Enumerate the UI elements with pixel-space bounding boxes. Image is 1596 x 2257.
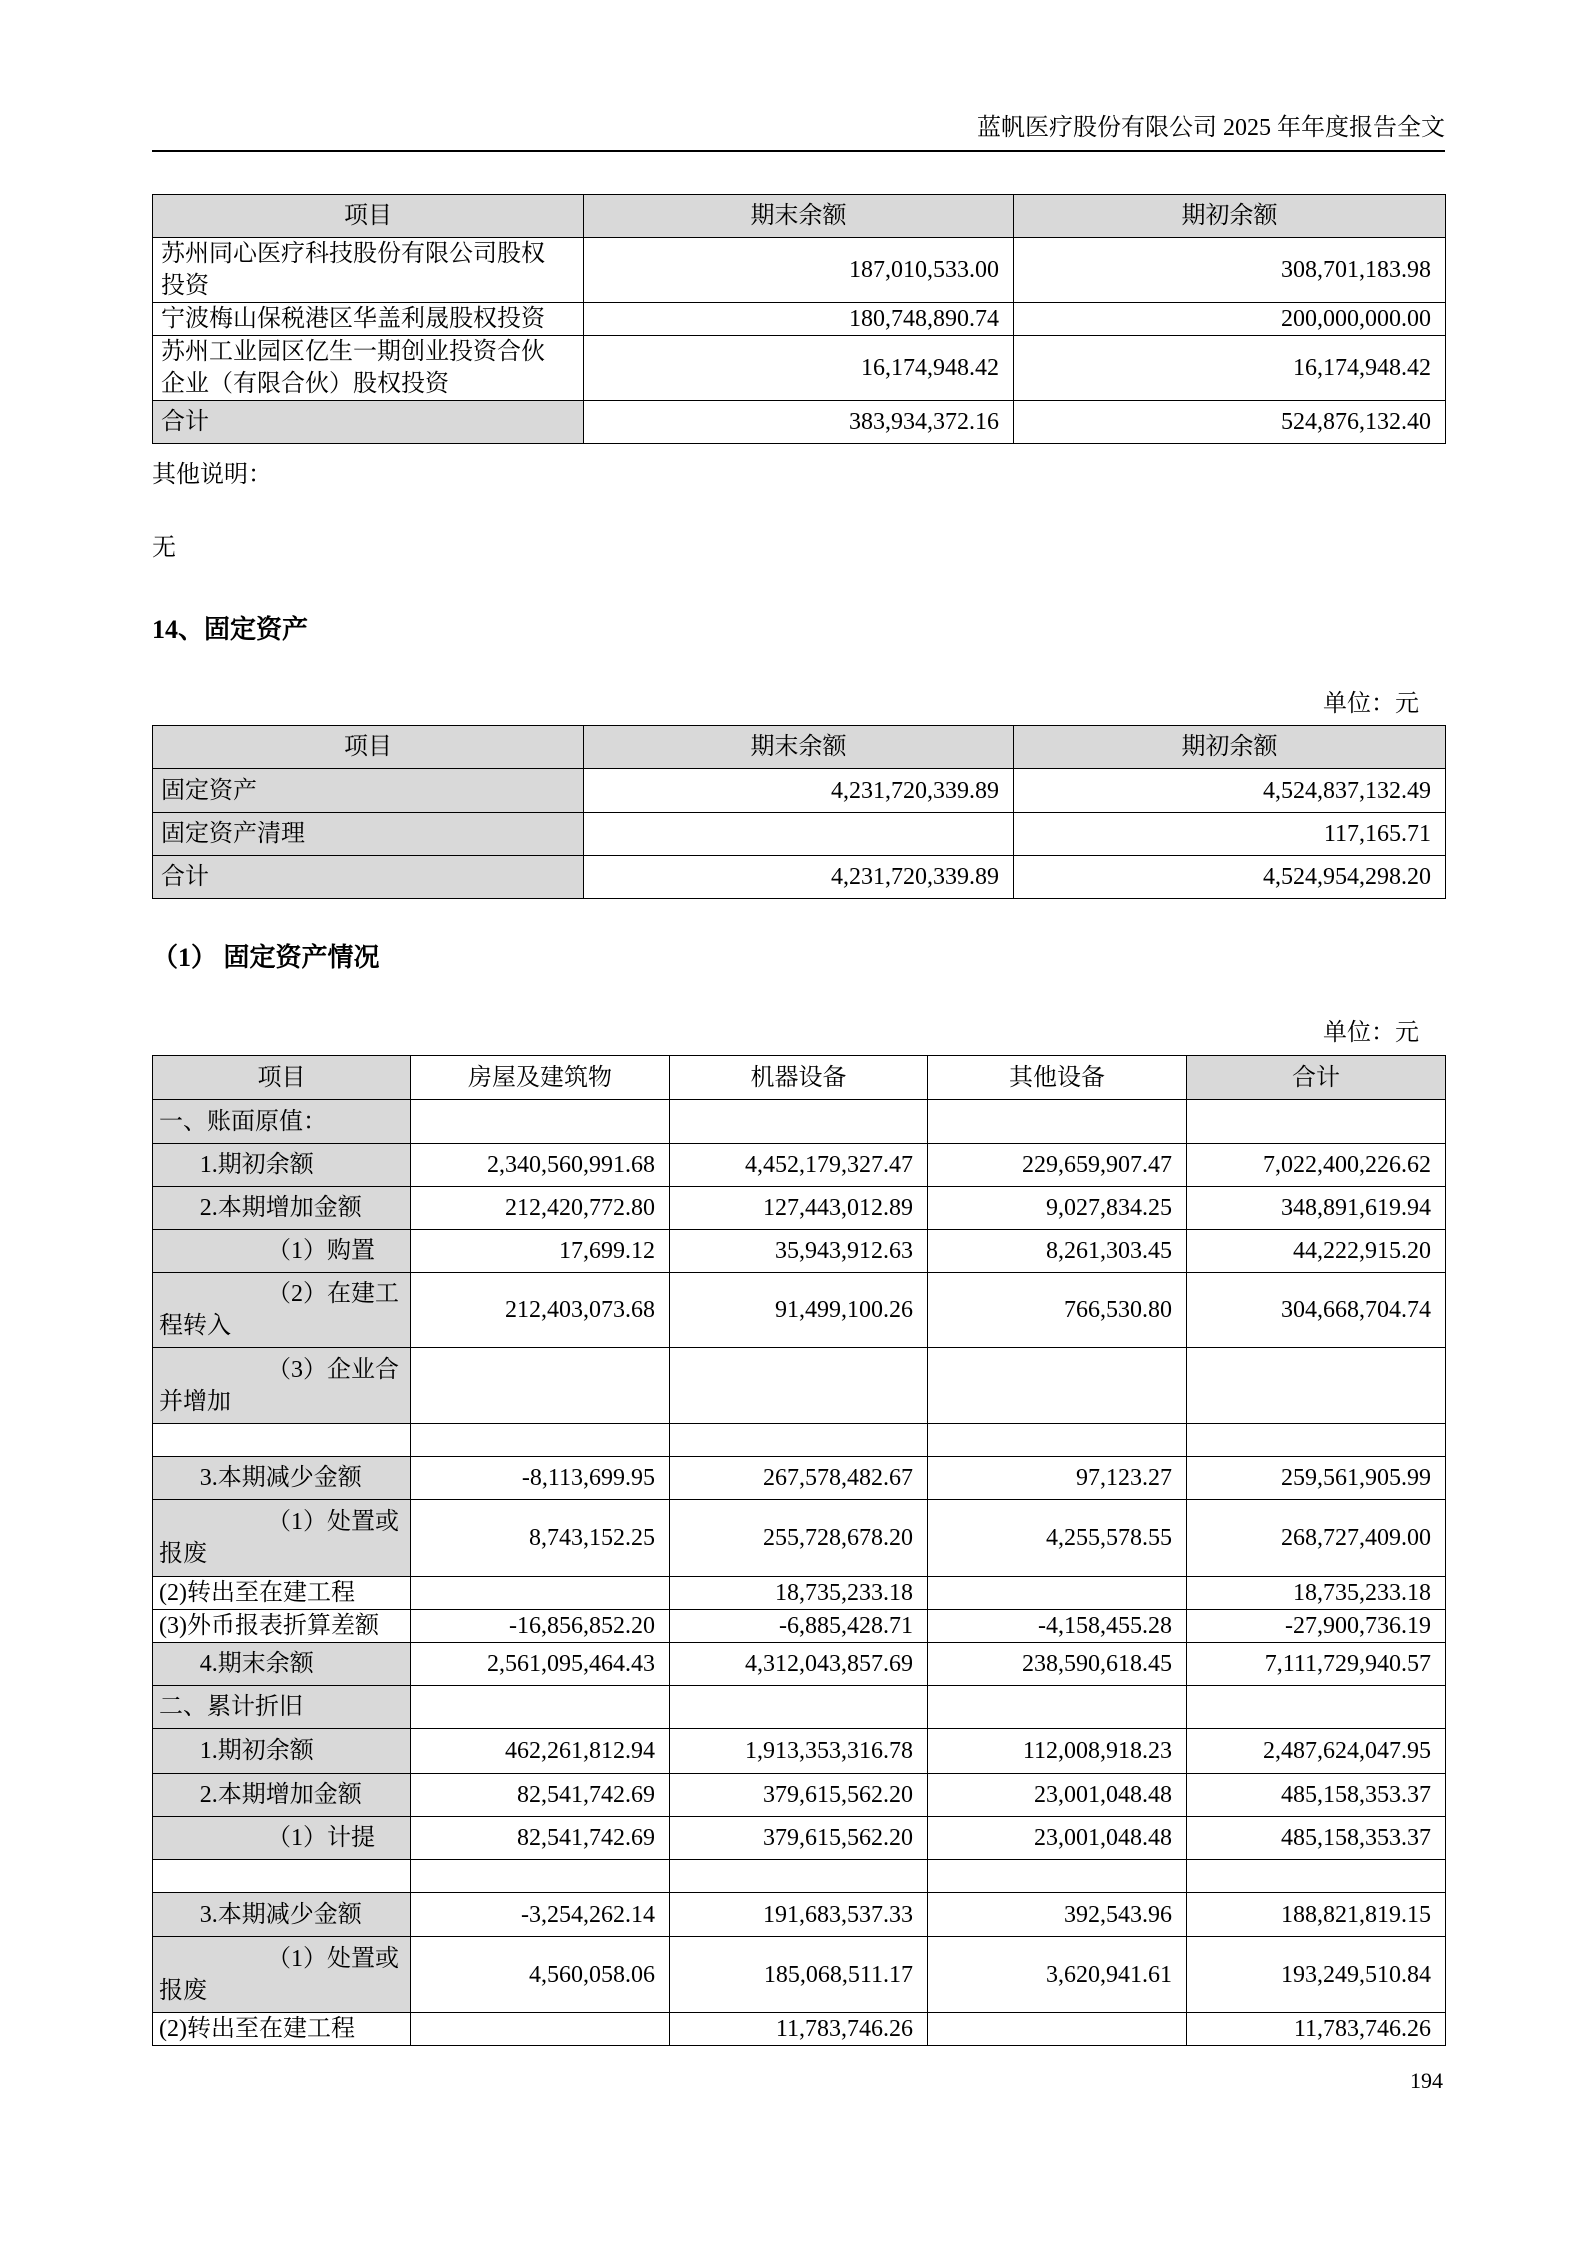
- buildings-cell: 212,420,772.80: [411, 1187, 670, 1230]
- unit-label: 单位：元: [1323, 1020, 1419, 1046]
- fixed-asset-details-table: [152, 1055, 1446, 2046]
- table-header-row: [153, 1056, 1446, 1100]
- buildings-cell: -3,254,262.14: [411, 1893, 670, 1937]
- table-header-row: [153, 195, 1446, 238]
- buildings-cell: [411, 1860, 670, 1893]
- total-cell: [1187, 1100, 1446, 1144]
- buildings-cell: [411, 1424, 670, 1457]
- other-equipment-cell: 8,261,303.45: [928, 1230, 1187, 1273]
- other-equipment-cell: [928, 2013, 1187, 2046]
- machinery-cell: 379,615,562.20: [670, 1774, 928, 1817]
- closing-balance-cell: 4,231,720,339.89: [584, 769, 1014, 813]
- other-equipment-cell: -4,158,455.28: [928, 1610, 1187, 1643]
- closing-balance-cell: 187,010,533.00: [584, 238, 1014, 303]
- machinery-cell: 4,452,179,327.47: [670, 1144, 928, 1187]
- page-number: 194: [1410, 2068, 1443, 2093]
- opening-balance-cell: 16,174,948.42: [1014, 336, 1446, 401]
- item-cell: 宁波梅山保税港区华盖利晟股权投资: [153, 303, 584, 336]
- other-equipment-cell: 238,590,618.45: [928, 1643, 1187, 1686]
- table-row: [153, 303, 1446, 336]
- other-equipment-cell: [928, 1424, 1187, 1457]
- buildings-cell: [411, 2013, 670, 2046]
- buildings-cell: 462,261,812.94: [411, 1729, 670, 1774]
- buildings-cell: [411, 1577, 670, 1610]
- closing-balance-cell: 383,934,372.16: [584, 401, 1014, 444]
- item-cell: 苏州同心医疗科技股份有限公司股权投资: [153, 238, 584, 303]
- other-equipment-cell: 4,255,578.55: [928, 1500, 1187, 1577]
- column-header-item: 项目: [153, 726, 584, 769]
- buildings-cell: 2,340,560,991.68: [411, 1144, 670, 1187]
- table-row: [153, 1610, 1446, 1643]
- report-header-title: 蓝帆医疗股份有限公司 2025 年年度报告全文: [977, 115, 1445, 141]
- other-equipment-cell: [928, 1100, 1187, 1144]
- table-row: [153, 1100, 1446, 1144]
- blank-row: [153, 1424, 1446, 1457]
- total-cell: -27,900,736.19: [1187, 1610, 1446, 1643]
- item-cell: （1）处置或报废: [153, 1937, 411, 2013]
- opening-balance-cell: 117,165.71: [1014, 813, 1446, 856]
- total-cell: 2,487,624,047.95: [1187, 1729, 1446, 1774]
- machinery-cell: [670, 1424, 928, 1457]
- machinery-cell: 185,068,511.17: [670, 1937, 928, 2013]
- buildings-cell: 17,699.12: [411, 1230, 670, 1273]
- buildings-cell: 82,541,742.69: [411, 1817, 670, 1860]
- item-cell: (3)外币报表折算差额: [153, 1610, 411, 1643]
- machinery-cell: 191,683,537.33: [670, 1893, 928, 1937]
- fixed-assets-summary-table: [152, 725, 1446, 899]
- machinery-cell: 1,913,353,316.78: [670, 1729, 928, 1774]
- item-cell: 2.本期增加金额: [153, 1774, 411, 1817]
- other-equipment-cell: [928, 1577, 1187, 1610]
- total-row: [153, 401, 1446, 444]
- item-cell: (2)转出至在建工程: [153, 1577, 411, 1610]
- opening-balance-cell: 308,701,183.98: [1014, 238, 1446, 303]
- total-cell: 44,222,915.20: [1187, 1230, 1446, 1273]
- item-cell: 苏州工业园区亿生一期创业投资合伙企业（有限合伙）股权投资: [153, 336, 584, 401]
- machinery-cell: [670, 1686, 928, 1729]
- table-row: [153, 813, 1446, 856]
- total-cell: 268,727,409.00: [1187, 1500, 1446, 1577]
- item-cell: [153, 1424, 411, 1457]
- buildings-cell: 82,541,742.69: [411, 1774, 670, 1817]
- item-cell: 固定资产清理: [153, 813, 584, 856]
- other-equipment-cell: 23,001,048.48: [928, 1774, 1187, 1817]
- table-row: [153, 1144, 1446, 1187]
- column-header-opening-balance: 期初余额: [1014, 726, 1446, 769]
- item-cell: 4.期末余额: [153, 1643, 411, 1686]
- other-equipment-cell: 9,027,834.25: [928, 1187, 1187, 1230]
- item-cell: (2)转出至在建工程: [153, 2013, 411, 2046]
- item-cell: 1.期初余额: [153, 1144, 411, 1187]
- table-row: [153, 336, 1446, 401]
- table-row: [153, 1937, 1446, 2013]
- machinery-cell: 18,735,233.18: [670, 1577, 928, 1610]
- total-label-cell: 合计: [153, 856, 584, 899]
- total-cell: 11,783,746.26: [1187, 2013, 1446, 2046]
- closing-balance-cell: 180,748,890.74: [584, 303, 1014, 336]
- total-cell: [1187, 1348, 1446, 1424]
- other-equipment-cell: 3,620,941.61: [928, 1937, 1187, 2013]
- total-cell: 188,821,819.15: [1187, 1893, 1446, 1937]
- buildings-cell: [411, 1686, 670, 1729]
- table-row: [153, 1643, 1446, 1686]
- item-cell: [153, 1860, 411, 1893]
- table-row: [153, 2013, 1446, 2046]
- machinery-cell: 11,783,746.26: [670, 2013, 928, 2046]
- table-row: [153, 1457, 1446, 1500]
- other-equipment-cell: 229,659,907.47: [928, 1144, 1187, 1187]
- column-header-machinery: 机器设备: [670, 1056, 928, 1100]
- table-header-row: [153, 726, 1446, 769]
- opening-balance-cell: 524,876,132.40: [1014, 401, 1446, 444]
- other-equipment-cell: 97,123.27: [928, 1457, 1187, 1500]
- total-label-cell: 合计: [153, 401, 584, 444]
- total-cell: 348,891,619.94: [1187, 1187, 1446, 1230]
- total-cell: [1187, 1686, 1446, 1729]
- other-equipment-cell: [928, 1686, 1187, 1729]
- total-cell: 18,735,233.18: [1187, 1577, 1446, 1610]
- blank-row: [153, 1860, 1446, 1893]
- table-row: [153, 1686, 1446, 1729]
- column-header-closing-balance: 期末余额: [584, 726, 1014, 769]
- closing-balance-cell: 16,174,948.42: [584, 336, 1014, 401]
- column-header-opening-balance: 期初余额: [1014, 195, 1446, 238]
- buildings-cell: 8,743,152.25: [411, 1500, 670, 1577]
- other-equipment-cell: [928, 1348, 1187, 1424]
- buildings-cell: -8,113,699.95: [411, 1457, 670, 1500]
- other-notes-text: 无: [152, 535, 176, 561]
- machinery-cell: 267,578,482.67: [670, 1457, 928, 1500]
- buildings-cell: [411, 1348, 670, 1424]
- machinery-cell: [670, 1860, 928, 1893]
- buildings-cell: 212,403,073.68: [411, 1273, 670, 1348]
- total-cell: 304,668,704.74: [1187, 1273, 1446, 1348]
- unit-label: 单位：元: [1323, 691, 1419, 717]
- section-title-fixed-assets: 14、固定资产: [152, 615, 309, 644]
- machinery-cell: 127,443,012.89: [670, 1187, 928, 1230]
- closing-balance-cell: [584, 813, 1014, 856]
- total-cell: 485,158,353.37: [1187, 1817, 1446, 1860]
- opening-balance-cell: 200,000,000.00: [1014, 303, 1446, 336]
- item-cell: 3.本期减少金额: [153, 1893, 411, 1937]
- machinery-cell: -6,885,428.71: [670, 1610, 928, 1643]
- total-cell: 7,111,729,940.57: [1187, 1643, 1446, 1686]
- table-row: [153, 1230, 1446, 1273]
- item-cell: （1）计提: [153, 1817, 411, 1860]
- column-header-other-equipment: 其他设备: [928, 1056, 1187, 1100]
- subsection-title-fixed-asset-details: （1） 固定资产情况: [152, 943, 380, 972]
- column-header-buildings: 房屋及建筑物: [411, 1056, 670, 1100]
- machinery-cell: [670, 1348, 928, 1424]
- total-cell: [1187, 1424, 1446, 1457]
- table-row: [153, 1273, 1446, 1348]
- item-cell: 二、累计折旧: [153, 1686, 411, 1729]
- buildings-cell: [411, 1100, 670, 1144]
- machinery-cell: 4,312,043,857.69: [670, 1643, 928, 1686]
- total-cell: 485,158,353.37: [1187, 1774, 1446, 1817]
- buildings-cell: 4,560,058.06: [411, 1937, 670, 2013]
- other-equipment-cell: [928, 1860, 1187, 1893]
- machinery-cell: 91,499,100.26: [670, 1273, 928, 1348]
- item-cell: 2.本期增加金额: [153, 1187, 411, 1230]
- item-cell: 一、账面原值：: [153, 1100, 411, 1144]
- other-notes-label: 其他说明：: [152, 462, 272, 488]
- table-row: [153, 1893, 1446, 1937]
- column-header-closing-balance: 期末余额: [584, 195, 1014, 238]
- machinery-cell: 35,943,912.63: [670, 1230, 928, 1273]
- total-cell: 259,561,905.99: [1187, 1457, 1446, 1500]
- table-row: [153, 1729, 1446, 1774]
- total-row: [153, 856, 1446, 899]
- item-cell: 3.本期减少金额: [153, 1457, 411, 1500]
- other-equipment-cell: 23,001,048.48: [928, 1817, 1187, 1860]
- item-cell: 固定资产: [153, 769, 584, 813]
- item-cell: （3）企业合并增加: [153, 1348, 411, 1424]
- other-equipment-cell: 392,543.96: [928, 1893, 1187, 1937]
- closing-balance-cell: 4,231,720,339.89: [584, 856, 1014, 899]
- equity-investment-table: [152, 194, 1446, 444]
- machinery-cell: 379,615,562.20: [670, 1817, 928, 1860]
- total-cell: 193,249,510.84: [1187, 1937, 1446, 2013]
- item-cell: （1）购置: [153, 1230, 411, 1273]
- column-header-total: 合计: [1187, 1056, 1446, 1100]
- table-row: [153, 1500, 1446, 1577]
- column-header-item: 项目: [153, 195, 584, 238]
- table-row: [153, 1817, 1446, 1860]
- column-header-item: 项目: [153, 1056, 411, 1100]
- table-row: [153, 1348, 1446, 1424]
- opening-balance-cell: 4,524,954,298.20: [1014, 856, 1446, 899]
- header-divider: [152, 150, 1445, 152]
- machinery-cell: 255,728,678.20: [670, 1500, 928, 1577]
- machinery-cell: [670, 1100, 928, 1144]
- item-cell: （1）处置或报废: [153, 1500, 411, 1577]
- total-cell: 7,022,400,226.62: [1187, 1144, 1446, 1187]
- item-cell: 1.期初余额: [153, 1729, 411, 1774]
- table-row: [153, 1774, 1446, 1817]
- table-row: [153, 1577, 1446, 1610]
- table-row: [153, 1187, 1446, 1230]
- opening-balance-cell: 4,524,837,132.49: [1014, 769, 1446, 813]
- buildings-cell: -16,856,852.20: [411, 1610, 670, 1643]
- other-equipment-cell: 766,530.80: [928, 1273, 1187, 1348]
- total-cell: [1187, 1860, 1446, 1893]
- item-cell: （2）在建工程转入: [153, 1273, 411, 1348]
- table-row: [153, 769, 1446, 813]
- buildings-cell: 2,561,095,464.43: [411, 1643, 670, 1686]
- other-equipment-cell: 112,008,918.23: [928, 1729, 1187, 1774]
- table-row: [153, 238, 1446, 303]
